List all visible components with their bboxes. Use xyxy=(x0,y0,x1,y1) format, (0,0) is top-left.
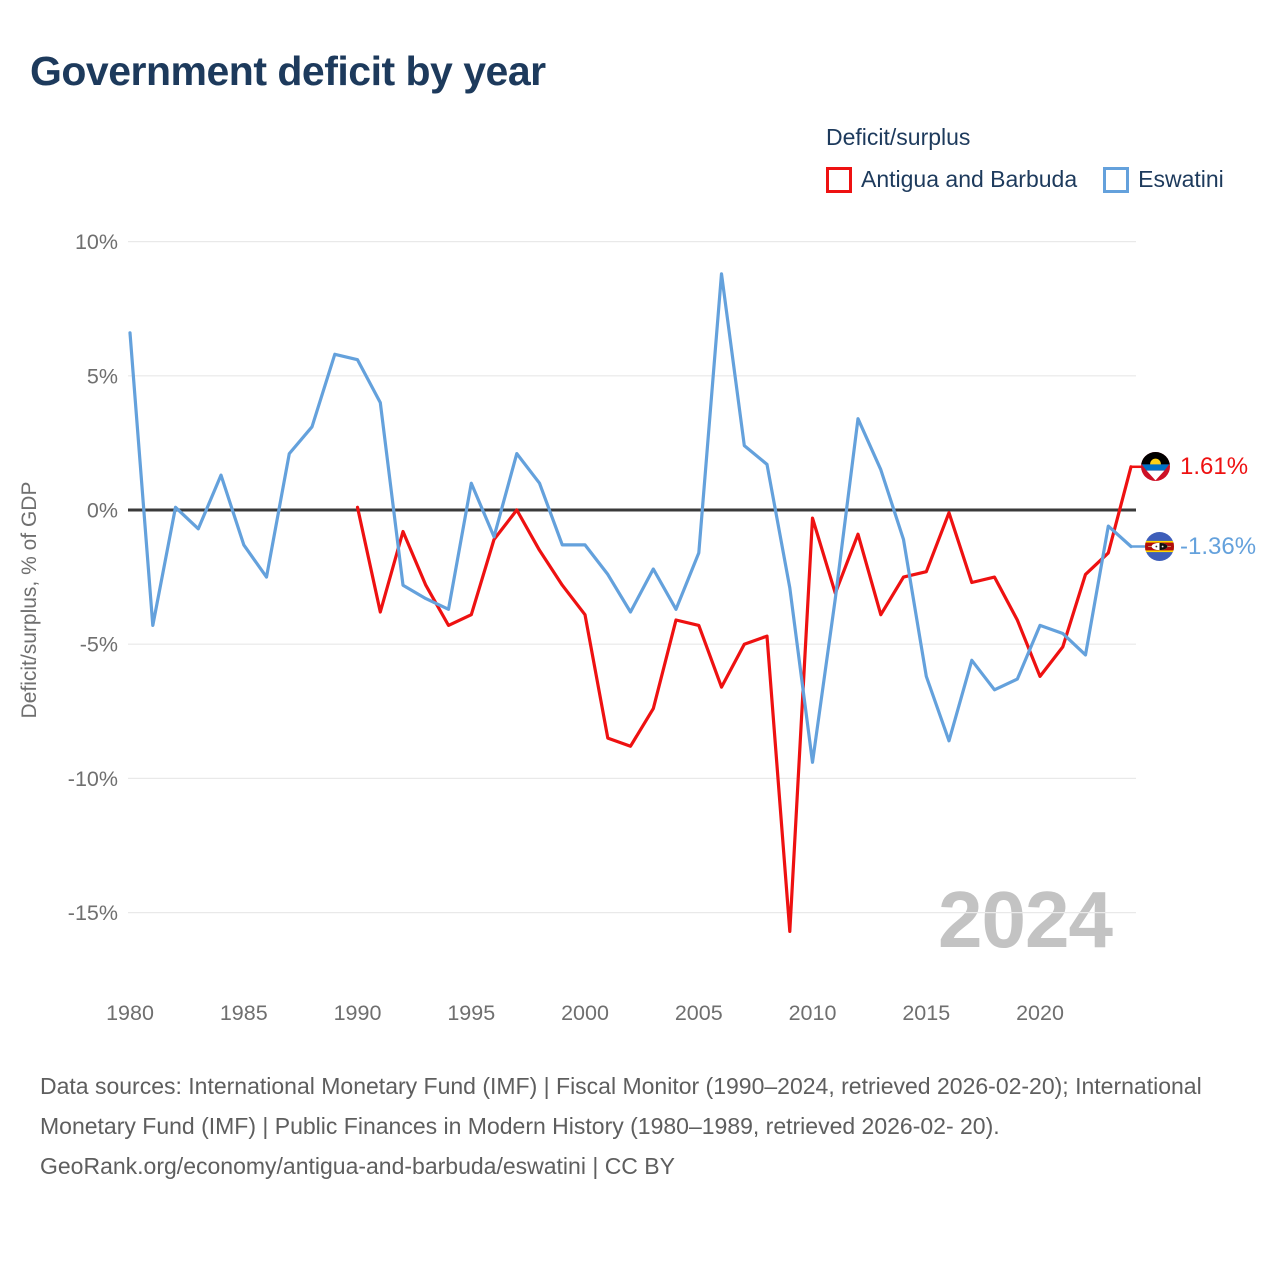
footer-line: 20). xyxy=(960,1113,1000,1139)
page-title: Government deficit by year xyxy=(30,48,546,94)
legend-label: Antigua and Barbuda xyxy=(861,166,1078,192)
y-axis-title: Deficit/surplus, % of GDP xyxy=(18,481,41,719)
eswatini-end-value: -1.36% xyxy=(1180,533,1257,560)
y-tick-label: 5% xyxy=(86,364,118,389)
x-tick-label: 2005 xyxy=(674,1001,723,1025)
legend-label: Eswatini xyxy=(1138,166,1224,192)
data-sources-attribution xyxy=(40,1066,1250,1186)
footer-line: Data sources: International Monetary Fund (IMF) | Fiscal Monitor (1990–2024, retrieved 2026-02-20); xyxy=(40,1073,1069,1099)
y-tick-label: -5% xyxy=(79,632,118,657)
y-tick-label: -10% xyxy=(67,766,118,791)
legend-title: Deficit/surplus xyxy=(826,124,971,150)
series-line-antigua-and-barbuda xyxy=(358,467,1132,932)
x-tick-label: 2000 xyxy=(561,1001,609,1025)
footer-line: International Monetary Fund (IMF) | Public Finances in Modern History (1980–1989, retrieved 2026-02- xyxy=(40,1073,1202,1139)
y-tick-label: -15% xyxy=(67,901,118,926)
series-line-eswatini xyxy=(130,274,1131,763)
x-tick-label: 1985 xyxy=(219,1001,268,1025)
antigua-and-barbuda-flag-icon xyxy=(1141,452,1170,481)
x-tick-label: 2015 xyxy=(902,1001,951,1025)
x-tick-label: 2010 xyxy=(788,1001,837,1025)
footer-line-url: GeoRank.org/economy/antigua-and-barbuda/eswatini | CC BY xyxy=(40,1153,675,1179)
y-tick-label: 10% xyxy=(74,230,118,255)
y-tick-label: 0% xyxy=(86,498,118,523)
year-watermark: 2024 xyxy=(938,875,1112,964)
x-tick-label: 1980 xyxy=(106,1001,154,1025)
x-tick-label: 2020 xyxy=(1016,1001,1064,1025)
x-tick-label: 1995 xyxy=(447,1001,496,1025)
x-tick-label: 1990 xyxy=(333,1001,382,1025)
antigua-and-barbuda-end-value: 1.61% xyxy=(1180,453,1249,480)
eswatini-flag-icon xyxy=(1145,532,1174,561)
